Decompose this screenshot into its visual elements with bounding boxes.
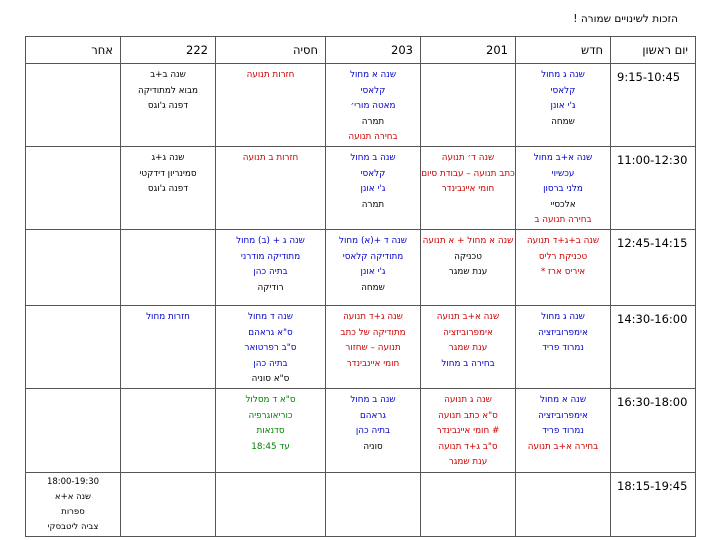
schedule-cell: [421, 388, 516, 472]
header-row: [26, 37, 696, 64]
class-line: בחירה ב מחול: [441, 358, 495, 369]
class-line: בחירה א+ב תנועה: [527, 441, 599, 452]
header-day: יום ראשון: [611, 37, 696, 64]
class-line: סמינריון דידקטי: [139, 168, 197, 179]
class-line: חומי איינבינדר: [441, 184, 495, 195]
class-line: תמרה: [361, 116, 385, 127]
class-line: שנה ג תנועה: [444, 394, 492, 405]
schedule-cell: [516, 229, 611, 305]
class-line: כתב תנועה – עבודת סיום: [421, 168, 515, 179]
class-line: שנה ג+ג: [151, 152, 185, 163]
class-line: אימפרוביזציה: [538, 327, 588, 338]
schedule-cell: [516, 388, 611, 472]
class-line: בחירה תנועה ב: [534, 215, 592, 226]
class-line: תנועה – שחזור: [345, 343, 401, 354]
class-line: אימפרוביזציה: [538, 410, 588, 421]
header-room-new: חדש: [516, 37, 611, 64]
class-line: חומי איינבינדר: [346, 358, 400, 369]
class-line: אימפרוביזציה: [443, 327, 493, 338]
time-slot: 18:15-19:45: [611, 472, 696, 536]
class-line: שנה א+א: [54, 491, 92, 502]
class-line: שנה ב מחול: [350, 152, 396, 163]
class-line: עכשיוי: [551, 168, 575, 179]
schedule-cell: [516, 472, 611, 536]
schedule-cell: [121, 146, 216, 229]
class-line: שמחה: [361, 282, 385, 293]
class-line: בחירה תנועה: [348, 132, 398, 143]
time-slot: 9:15-10:45: [611, 64, 696, 147]
class-line: שנה ב+ב: [150, 70, 186, 80]
schedule-cell: [121, 64, 216, 147]
schedule-cell: [516, 64, 611, 147]
schedule-cell: [216, 146, 326, 229]
class-line: חזרות תנועה: [246, 70, 295, 80]
page-title: הזכות לשינויים שמורה !: [573, 13, 678, 25]
class-line: ס"ב רפרטואר: [244, 343, 297, 354]
schedule-cell: [26, 64, 121, 147]
header-room-other: אחר: [26, 37, 121, 64]
class-line: בתיה כהן: [253, 358, 288, 369]
class-line: ענת שמגר: [448, 457, 488, 468]
schedule-cell: [326, 64, 421, 147]
class-line: עד 18:45: [251, 441, 290, 452]
class-line: אלכסיי: [550, 199, 576, 210]
time-slot: 14:30-16:00: [611, 305, 696, 388]
class-line: גראהם: [359, 410, 387, 421]
class-line: שנה ד מחול: [247, 311, 293, 322]
class-line: שנה א מחול: [539, 394, 587, 405]
class-line: שנה א מחול + א תנועה: [422, 235, 514, 246]
class-line: כוריאוגרפיה: [248, 410, 293, 421]
schedule-cell: [26, 146, 121, 229]
schedule-cell: [326, 146, 421, 229]
schedule-cell: [326, 472, 421, 536]
schedule-cell: [216, 64, 326, 147]
schedule-row: [26, 472, 696, 536]
schedule-cell: [121, 305, 216, 388]
class-line: ג'י אונן: [360, 267, 386, 278]
schedule-cell: [26, 472, 121, 536]
class-line: ספרות: [61, 506, 85, 517]
schedule-cell: [421, 472, 516, 536]
class-line: מתודיקה קלאסי: [342, 251, 404, 262]
schedule-cell: [26, 388, 121, 472]
class-line: שנה ג מחול: [541, 311, 585, 322]
schedule-body: [26, 64, 696, 537]
class-line: שנה ד׳ תנועה: [441, 152, 495, 163]
time-slot: 12:45-14:15: [611, 229, 696, 305]
class-line: איריס ארז *: [540, 267, 586, 278]
schedule-cell: [421, 229, 516, 305]
header-room-222: 222: [121, 37, 216, 64]
class-line: ס"א גראהם: [248, 327, 293, 338]
class-line: שנה א+ב תנועה: [436, 311, 500, 322]
schedule-cell: [421, 146, 516, 229]
class-line: שמחה: [551, 116, 575, 127]
class-line: תמרה: [361, 199, 385, 210]
time-slot: 11:00-12:30: [611, 146, 696, 229]
header-room-203: 203: [326, 37, 421, 64]
class-line: שנה ד +(א) מחול: [339, 235, 407, 246]
class-line: שנה ג+ד תנועה: [343, 311, 403, 322]
class-line: דפנה ג'וגס: [147, 101, 189, 112]
class-line: מבוא למתודיקה: [137, 85, 199, 96]
class-line: מאטה מורי׳: [350, 101, 396, 112]
schedule-cell: [26, 305, 121, 388]
schedule-table: [25, 36, 696, 537]
schedule-cell: [421, 305, 516, 388]
schedule-row: [26, 388, 696, 472]
class-line: חזרות ב תנועה: [242, 152, 299, 163]
class-line: קלאסי: [360, 168, 386, 179]
schedule-cell: [26, 229, 121, 305]
class-line: טכניקת רליס: [538, 251, 588, 262]
class-line: סדנאות: [256, 426, 285, 437]
schedule-cell: [121, 229, 216, 305]
class-line: קלאסי: [550, 85, 576, 96]
class-line: ס"א ד מסלול: [245, 394, 296, 405]
time-slot: 16:30-18:00: [611, 388, 696, 472]
class-line: ג'י אונן: [360, 184, 386, 195]
schedule-cell: [216, 229, 326, 305]
class-line: רודיקה: [257, 282, 284, 293]
class-line: שנה א מחול: [349, 70, 397, 80]
header-room-hasia: חסיה: [216, 37, 326, 64]
class-line: נמרוד פריד: [542, 426, 584, 437]
class-line: שנה ב+ג+ד תנועה: [526, 235, 600, 246]
schedule-cell: [516, 146, 611, 229]
class-line: מלני ברסון: [543, 184, 583, 195]
schedule-row: [26, 146, 696, 229]
schedule-cell: [121, 472, 216, 536]
class-line: מתודיקה של כתב: [340, 327, 406, 338]
class-line: שנה ב מחול: [350, 394, 396, 405]
schedule-cell: [326, 305, 421, 388]
schedule-cell: [216, 472, 326, 536]
class-line: שנה ג מחול: [541, 70, 585, 80]
class-line: חזרות מחול: [146, 311, 190, 322]
schedule-cell: [121, 388, 216, 472]
class-line: 18:00-19:30: [46, 476, 100, 487]
schedule-cell: [421, 64, 516, 147]
class-line: צביה ליטבסקי: [47, 521, 99, 532]
schedule-cell: [216, 305, 326, 388]
schedule-row: [26, 64, 696, 147]
class-line: טכניקה: [454, 251, 482, 262]
schedule-cell: [216, 388, 326, 472]
class-line: ענת שמגר: [448, 343, 488, 354]
class-line: שנה א+ב מחול: [533, 152, 593, 163]
header-room-201: 201: [421, 37, 516, 64]
class-line: ס"א סוניה: [251, 374, 290, 385]
class-line: מתודיקה מודרני: [240, 251, 301, 262]
class-line: בתיה כהן: [253, 267, 288, 278]
class-line: דפנה ג'וגס: [147, 184, 189, 195]
class-line: שנה ג + (ב) מחול: [236, 235, 305, 246]
class-line: # חומי איינבינדר: [436, 426, 500, 437]
schedule-row: [26, 229, 696, 305]
schedule-cell: [326, 388, 421, 472]
class-line: ענת שמגר: [448, 267, 488, 278]
class-line: ס"א כתב תנועה: [438, 410, 498, 421]
class-line: קלאסי: [360, 85, 386, 96]
class-line: ג'י אונן: [550, 101, 576, 112]
class-line: נמרוד פריד: [542, 343, 584, 354]
class-line: ס"ב ג+ד תנועה: [438, 441, 498, 452]
class-line: בתיה כהן: [355, 426, 391, 437]
schedule-cell: [326, 229, 421, 305]
schedule-cell: [516, 305, 611, 388]
schedule-row: [26, 305, 696, 388]
class-line: סוניה: [363, 441, 383, 452]
